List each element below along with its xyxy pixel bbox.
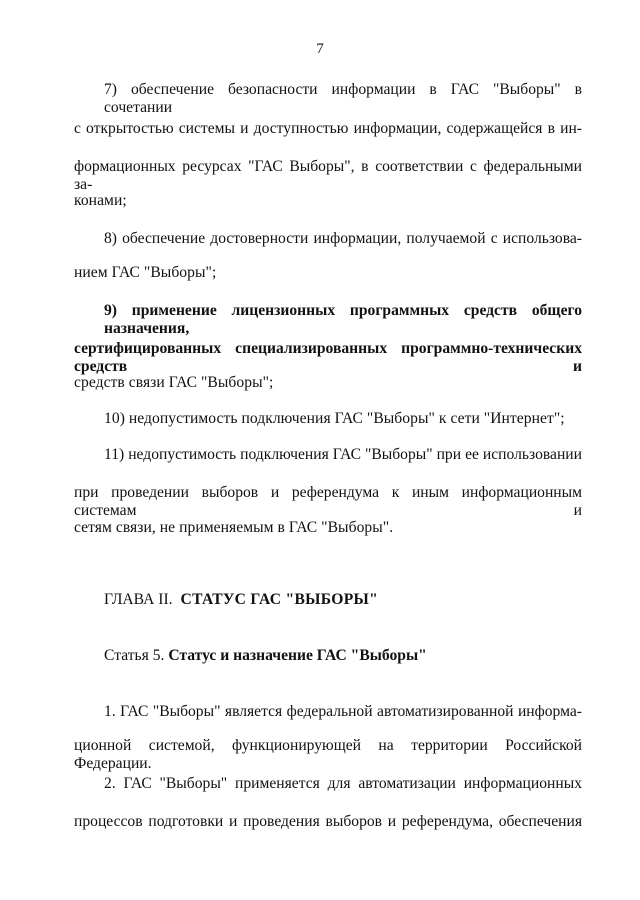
item-7-line-1: 7) обеспечение безопасности информации в ГАС "Выборы" в сочетании xyxy=(104,81,582,116)
article-heading xyxy=(104,647,427,665)
item-10-line-1: 10) недопустимость подключения ГАС "Выборы" к сети "Интернет"; xyxy=(104,410,565,427)
item-8-line-2: нием ГАС "Выборы"; xyxy=(74,264,217,281)
item-7-line-2: с открытостью системы и доступностью информации, содержащейся в ин- xyxy=(74,120,582,137)
item-9-line-3: средств связи ГАС "Выборы"; xyxy=(74,374,274,391)
chapter-label: ГЛАВА II. xyxy=(104,591,173,608)
chapter-title: СТАТУС ГАС "ВЫБОРЫ" xyxy=(180,591,379,608)
item-11-line-3: сетям связи, не применяемым в ГАС "Выборы". xyxy=(74,519,394,536)
paragraph-2-line-2: процессов подготовки и проведения выборов и референдума, обеспечения xyxy=(74,813,582,830)
item-11-line-2: при проведении выборов и референдума к иным информационным системам и xyxy=(74,484,582,519)
item-9-line-1: 9) применение лицензионных программных средств общего назначения, xyxy=(104,302,582,337)
paragraph-1-line-1: 1. ГАС "Выборы" является федеральной автоматизированной информа- xyxy=(104,703,582,720)
item-7-line-3: формационных ресурсах "ГАС Выборы", в соответствии с федеральными за- xyxy=(74,158,582,193)
item-11-line-1: 11) недопустимость подключения ГАС "Выборы" при ее использовании xyxy=(104,446,582,463)
item-7-line-4: конами; xyxy=(74,192,127,209)
paragraph-1-line-2: ционной системой, функционирующей на территории Российской Федерации. xyxy=(74,737,582,772)
paragraph-2-line-1: 2. ГАС "Выборы" применяется для автоматизации информационных xyxy=(104,775,582,792)
article-title: Статус и назначение ГАС "Выборы" xyxy=(168,647,427,664)
chapter-heading xyxy=(104,591,378,609)
page-number: 7 xyxy=(316,41,324,57)
item-8-line-1: 8) обеспечение достоверности информации, получаемой с использова- xyxy=(104,230,582,247)
item-9-line-2: сертифицированных специализированных программно-технических средств и xyxy=(74,340,582,375)
article-label: Статья 5. xyxy=(104,647,165,664)
